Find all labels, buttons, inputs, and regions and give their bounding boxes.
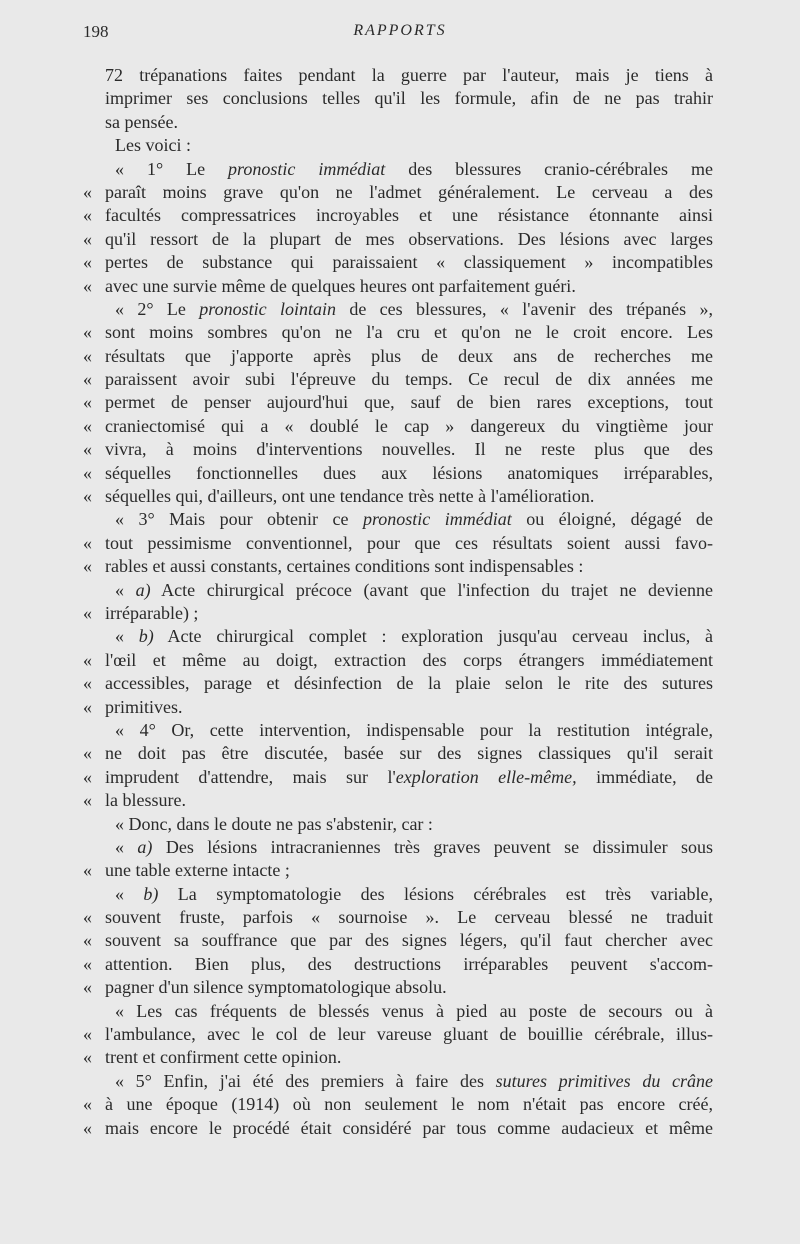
text-line [83,158,713,181]
text-line [83,181,713,204]
line-text: une table externe intacte ; [105,860,290,881]
text-line [83,1000,713,1023]
line-text: sa pensée. [105,111,178,132]
text-line [83,251,713,274]
line-text: la blessure. [105,790,186,811]
line-text: « [115,626,139,647]
quote-mark: « [83,766,92,787]
line-text: résultats que j'apporte après plus de deux ans de recherches me [105,345,713,366]
line-italic-text: pronostic immédiat [362,509,512,530]
line-text-after: Acte chirurgical précoce (avant que l'infection du trajet ne devienne [150,579,713,600]
text-line [83,883,713,906]
quote-mark: « [83,345,92,366]
text-line [83,321,713,344]
line-text: l'ambulance, avec le col de leur vareuse gluant de bouillie cérébrale, illus- [105,1024,713,1045]
quote-mark: « [83,1117,92,1138]
text-line [83,438,713,461]
text-line [83,1070,713,1093]
quote-mark: « [83,602,92,623]
text-line [83,391,713,414]
line-italic-text: a) [137,836,153,857]
line-text: pertes de substance qui paraissaient « classiquement » incompatibles [105,252,713,273]
text-line [83,532,713,555]
quote-mark: « [83,930,92,951]
line-italic-text: sutures primitives du crâne [495,1070,713,1091]
text-line [83,976,713,999]
text-line [83,672,713,695]
quote-mark: « [83,462,92,483]
line-text: pagner d'un silence symptomatologique absolu. [105,977,447,998]
text-line [83,579,713,602]
line-italic-text: b) [143,883,159,904]
line-text-after: des blessures cranio-cérébrales me [385,158,713,179]
quote-mark: « [83,275,92,296]
text-line [83,345,713,368]
quote-mark: « [83,953,92,974]
quote-mark: « [83,439,92,460]
line-text: avec une survie même de quelques heures ont parfaitement guéri. [105,275,576,296]
quote-mark: « [83,392,92,413]
quote-mark: « [83,907,92,928]
line-text: « 1° Le [115,158,229,179]
quote-mark: « [83,1024,92,1045]
line-italic-text: pronostic immédiat [228,158,386,179]
text-line [83,64,713,87]
line-text: « 5° Enfin, j'ai été des premiers à faire des [115,1070,496,1091]
quote-mark: « [83,743,92,764]
running-title: RAPPORTS [353,22,447,39]
line-text: mais encore le procédé était considéré par tous comme audacieux et même [105,1117,713,1138]
text-line [83,134,713,157]
quote-mark: « [83,790,92,811]
text-line [83,485,713,508]
line-text: ne doit pas être discutée, basée sur des signes classiques qu'il serait [105,743,713,764]
line-text: souvent sa souffrance que par des signes légers, qu'il faut chercher avec [105,930,713,951]
text-line [83,625,713,648]
quote-mark: « [83,556,92,577]
text-line [83,836,713,859]
text-line [83,766,713,789]
text-line [83,368,713,391]
text-line [83,602,713,625]
text-line [83,555,713,578]
quote-mark: « [83,415,92,436]
text-line [83,228,713,251]
line-text: « [115,579,136,600]
line-italic-text: b) [138,626,154,647]
page-number: 198 [83,22,109,41]
line-text: « Donc, dans le doute ne pas s'abstenir, car : [115,813,433,834]
page-header [0,22,800,50]
line-text: qu'il ressort de la plupart de mes observations. Des lésions avec larges [105,228,713,249]
text-line [83,719,713,742]
line-text: 72 trépanations faites pendant la guerre par l'auteur, mais je tiens à [105,65,713,85]
line-text: « Les cas fréquents de blessés venus à pied au poste de secours ou à [115,1000,713,1021]
line-text-after: ou éloigné, dégagé de [511,509,713,530]
quote-mark: « [83,228,92,249]
text-line [83,275,713,298]
line-text: accessibles, parage et désinfection de la plaie selon le rite des sutures [105,673,713,694]
line-text: « 4° Or, cette intervention, indispensable pour la restitution intégrale, [115,719,713,740]
line-text: tout pessimisme conventionnel, pour que ces résultats soient aussi favo- [105,532,713,553]
quote-mark: « [83,1047,92,1068]
line-text-after: La symptomatologie des lésions cérébrales est très variable, [158,883,713,904]
line-text: paraît moins grave qu'on ne l'admet généralement. Le cerveau a des [105,181,713,202]
text-line [83,789,713,812]
line-text: séquelles fonctionnelles dues aux lésions anatomiques irréparables, [105,462,713,483]
text-line [83,929,713,952]
quote-mark: « [83,696,92,717]
line-text-after: Acte chirurgical complet : exploration jusqu'au cerveau inclus, à [153,626,713,647]
text-line [83,953,713,976]
line-text: imprimer ses conclusions telles qu'il les formule, afin de ne pas trahir [105,88,713,109]
text-line [83,1023,713,1046]
line-text: « 3° Mais pour obtenir ce [115,509,363,530]
body-text [83,64,713,1140]
quote-mark: « [83,649,92,670]
line-text: irréparable) ; [105,602,199,623]
text-line [83,415,713,438]
text-line [83,813,713,836]
line-text-after: immédiate, de [576,766,713,787]
line-text: « 2° Le [115,298,200,319]
line-text: facultés compressatrices incroyables et une résistance étonnante ainsi [105,205,713,226]
text-line [83,742,713,765]
quote-mark: « [83,532,92,553]
text-line [83,1046,713,1069]
line-text: imprudent d'attendre, mais sur l' [105,766,396,787]
quote-mark: « [83,977,92,998]
line-text: l'œil et même au doigt, extraction des corps étrangers immédiatement [105,649,713,670]
quote-mark: « [83,322,92,343]
line-text: trent et confirment cette opinion. [105,1047,342,1068]
line-text: rables et aussi constants, certaines conditions sont indispensables : [105,556,584,577]
text-line [83,859,713,882]
quote-mark: « [83,673,92,694]
text-line [83,508,713,531]
line-text: paraissent avoir subi l'épreuve du temps. Ce recul de dix années me [105,369,713,390]
quote-mark: « [83,252,92,273]
line-text: permet de penser aujourd'hui que, sauf de bien rares exceptions, tout [105,392,713,413]
line-text: « [115,883,144,904]
line-text-after: de ces blessures, « l'avenir des trépanés », [335,298,713,319]
text-line [83,906,713,929]
line-text: vivra, à moins d'interventions nouvelles. Il ne reste plus que des [105,439,713,460]
line-text: craniectomisé qui a « doublé le cap » dangereux du vingtième jour [105,415,713,436]
quote-mark: « [83,369,92,390]
line-text: sont moins sombres qu'on ne l'a cru et qu'on ne le croit encore. Les [105,322,713,343]
line-italic-text: pronostic lointain [199,298,336,319]
text-line [83,649,713,672]
line-text: séquelles qui, d'ailleurs, ont une tendance très nette à l'amélioration. [105,486,595,507]
line-text: souvent fruste, parfois « sournoise ». Le cerveau blessé ne traduit [105,907,713,928]
text-line [83,87,713,110]
line-text: Les voici : [115,135,191,156]
text-line [83,298,713,321]
quote-mark: « [83,181,92,202]
text-line [83,204,713,227]
text-line [83,696,713,719]
quote-mark: « [83,486,92,507]
line-text: attention. Bien plus, des destructions irréparables peuvent s'accom- [105,953,713,974]
quote-mark: « [83,205,92,226]
line-italic-text: a) [135,579,151,600]
line-text: « [115,836,138,857]
line-text-after: Des lésions intracraniennes très graves peuvent se dissimuler sous [152,836,713,857]
quote-mark: « [83,860,92,881]
line-text: primitives. [105,696,183,717]
quote-mark: « [83,1094,92,1115]
text-line [83,1117,713,1140]
text-line [83,1093,713,1116]
text-line [83,111,713,134]
line-italic-text: exploration elle-même, [395,766,577,787]
text-line [83,462,713,485]
line-text: à une époque (1914) où non seulement le nom n'était pas encore créé, [105,1094,713,1115]
